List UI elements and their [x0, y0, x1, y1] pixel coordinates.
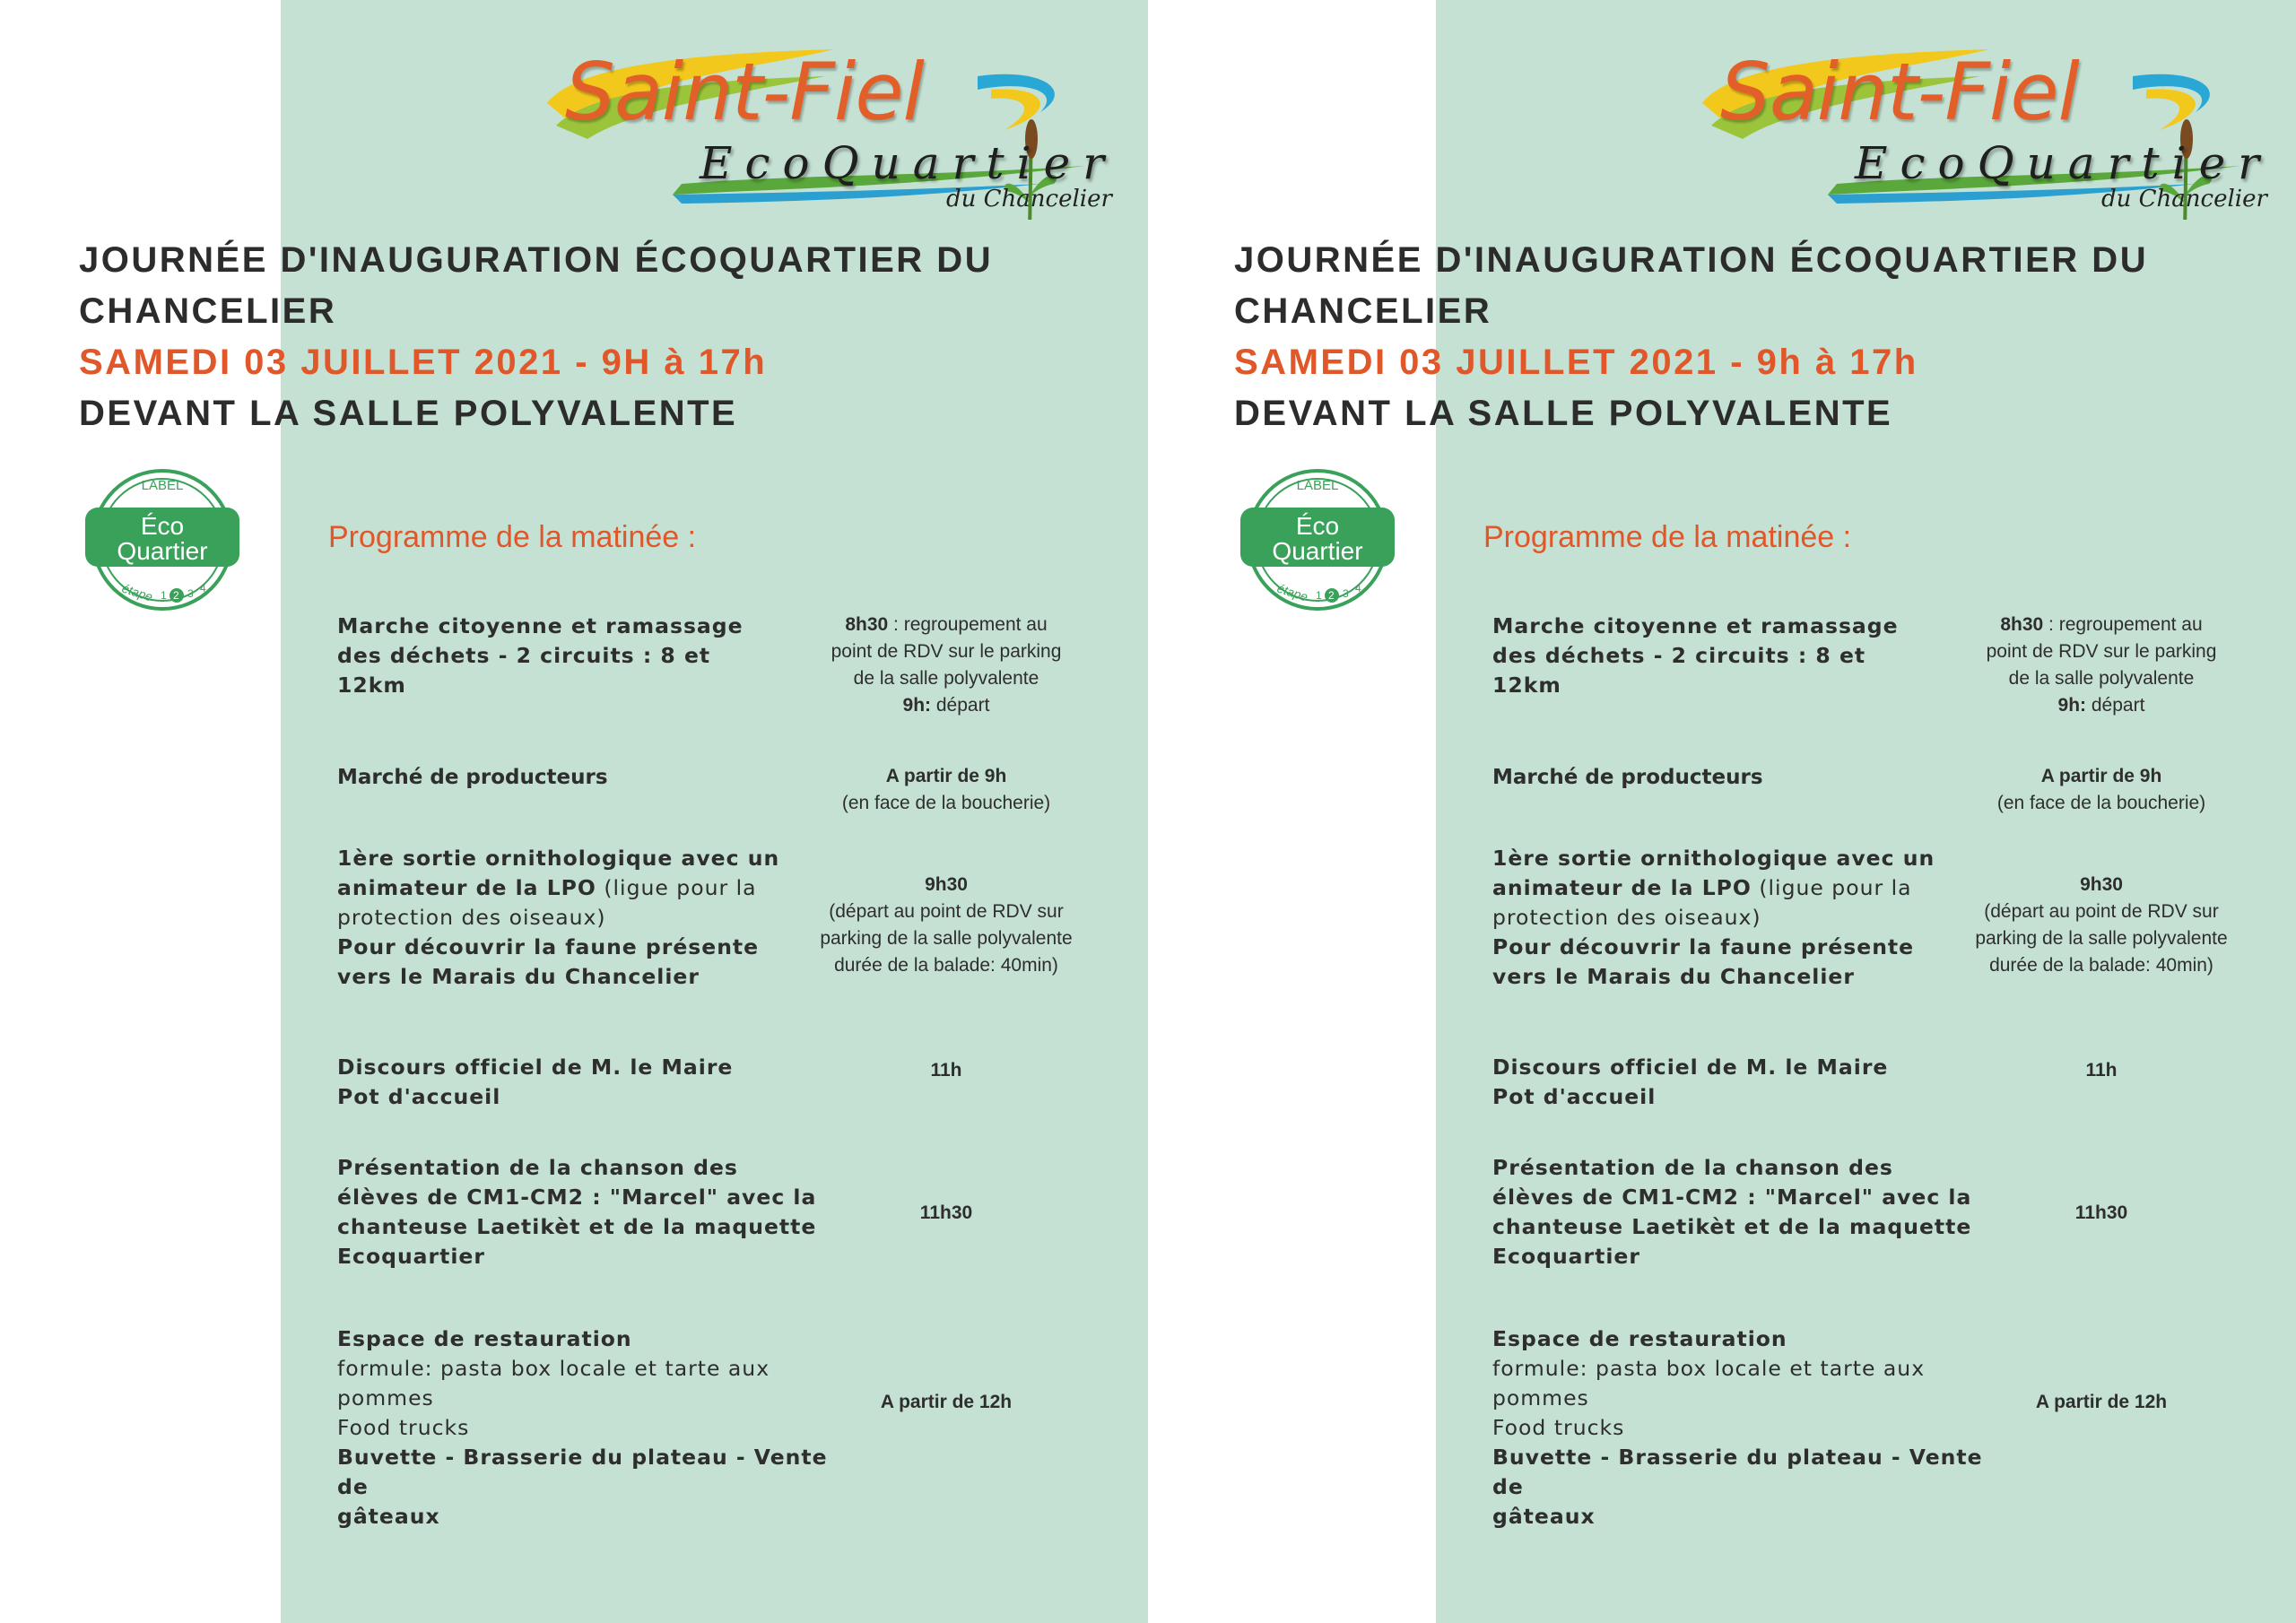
time-song	[1949, 1200, 2254, 1227]
time-bold: 8h30	[845, 614, 889, 635]
activity-line: formule: pasta box locale et tarte aux	[1492, 1356, 1926, 1381]
activity-line: chanteuse Laetikèt et de la maquette	[337, 1214, 817, 1239]
badge-eco-text: Éco	[1295, 512, 1340, 540]
programme-title: Programme de la matinée :	[1483, 520, 1852, 554]
activity-line: Discours officiel de M. le Maire	[337, 1055, 734, 1080]
activity-line: Pour découvrir la faune présente	[337, 934, 760, 959]
time-line: de la salle polyvalente	[2008, 668, 2195, 689]
time-line: de la salle polyvalente	[853, 668, 1039, 689]
time-text: : regroupement au	[888, 614, 1048, 635]
time-line: (en face de la boucherie)	[841, 793, 1051, 813]
logo-brand-text: Saint-Fiel	[565, 46, 924, 138]
flyer-page-right	[1155, 0, 2296, 1623]
activity-ornithology	[337, 844, 839, 992]
activity-line: Food trucks	[1492, 1415, 1625, 1440]
activity-walk	[1492, 612, 1995, 700]
time-bold: 9h30	[925, 874, 968, 895]
time-text: : regroupement au	[2043, 614, 2203, 635]
activity-food	[1492, 1324, 1995, 1532]
time-line: (en face de la boucherie)	[1996, 793, 2206, 813]
activity-song	[1492, 1153, 1995, 1271]
event-date: SAMEDI 03 JUILLET 2021 - 9h à 17h	[1234, 343, 1918, 382]
time-line: parking de la salle polyvalente	[820, 928, 1073, 949]
time-line: point de RDV sur le parking	[831, 641, 1062, 662]
ecoquartier-label-badge	[85, 466, 239, 614]
activity-speech	[1492, 1053, 1995, 1112]
time-song	[794, 1200, 1099, 1227]
activity-line: pommes	[337, 1385, 434, 1410]
activity-line: Buvette - Brasserie du plateau - Vente de	[1492, 1445, 1983, 1499]
activity-line: Marche citoyenne et ramassage	[337, 613, 744, 638]
activity-line: Pot d'accueil	[1492, 1084, 1657, 1109]
activity-line: Food trucks	[337, 1415, 470, 1440]
activity-normal: (ligue pour la	[1751, 875, 1912, 900]
event-title-line-2: CHANCELIER	[79, 291, 337, 331]
activity-food	[337, 1324, 839, 1532]
badge-label-text: LABEL	[141, 478, 184, 493]
activity-line: élèves de CM1-CM2 : "Marcel" avec la	[1492, 1185, 1972, 1210]
time-food	[1949, 1389, 2254, 1416]
activity-market	[1492, 763, 1995, 793]
activity-line: Ecoquartier	[1492, 1244, 1640, 1269]
time-bold: 11h	[930, 1060, 962, 1081]
activity-line: 1ère sortie ornithologique avec un	[1492, 846, 1935, 871]
activity-line: des déchets - 2 circuits : 8 et	[1492, 643, 1866, 668]
activity-bold: animateur de la LPO	[337, 875, 596, 900]
event-title-line-1: JOURNÉE D'INAUGURATION ÉCOQUARTIER DU	[1234, 240, 2149, 280]
logo-ecoquartier-text: EcoQuartier	[1855, 137, 2273, 189]
time-bold: A partir de 12h	[2035, 1392, 2168, 1412]
ecoquartier-label-badge	[1240, 466, 1395, 614]
time-line: (départ au point de RDV sur	[829, 901, 1064, 922]
time-text: départ	[931, 695, 990, 716]
activity-line: 1ère sortie ornithologique avec un	[337, 846, 780, 871]
activity-line: formule: pasta box locale et tarte aux	[337, 1356, 770, 1381]
time-bold: 9h30	[2080, 874, 2123, 895]
activity-bold: animateur de la LPO	[1492, 875, 1752, 900]
badge-step-3: 3	[187, 587, 194, 600]
saint-fiel-logo	[1693, 40, 2276, 220]
activity-line: gâteaux	[1492, 1504, 1596, 1529]
time-speech	[1949, 1057, 2254, 1084]
event-date: SAMEDI 03 JUILLET 2021 - 9H à 17h	[79, 343, 768, 382]
activity-line: vers le Marais du Chancelier	[1492, 964, 1855, 989]
activity-line: Marché de producteurs	[1492, 766, 1763, 789]
time-bold: 11h30	[919, 1202, 973, 1223]
activity-line: Marche citoyenne et ramassage	[1492, 613, 1899, 638]
badge-step-3: 3	[1343, 587, 1349, 600]
event-title-line-2: CHANCELIER	[1234, 291, 1492, 331]
activity-line: gâteaux	[337, 1504, 440, 1529]
activity-line: Pot d'accueil	[337, 1084, 501, 1109]
event-location: DEVANT LA SALLE POLYVALENTE	[79, 394, 738, 433]
activity-line: des déchets - 2 circuits : 8 et	[337, 643, 711, 668]
logo-brand-text: Saint-Fiel	[1720, 46, 2079, 138]
badge-step-4: 4	[200, 582, 206, 595]
time-line: parking de la salle polyvalente	[1975, 928, 2228, 949]
activity-song	[337, 1153, 839, 1271]
activity-line: protection des oiseaux)	[337, 905, 606, 930]
event-header	[1234, 235, 2239, 439]
badge-eco-text: Éco	[140, 512, 185, 540]
time-speech	[794, 1057, 1099, 1084]
activity-line: pommes	[1492, 1385, 1589, 1410]
activity-line: Présentation de la chanson des	[1492, 1155, 1893, 1180]
activity-speech	[337, 1053, 839, 1112]
time-walk	[794, 612, 1099, 719]
activity-line: Buvette - Brasserie du plateau - Vente de	[337, 1445, 828, 1499]
time-bold: 11h	[2085, 1060, 2118, 1081]
programme-title: Programme de la matinée :	[328, 520, 697, 554]
activity-line: 12km	[337, 673, 406, 698]
time-ornithology	[794, 872, 1099, 979]
badge-step-1: 1	[1316, 589, 1322, 602]
logo-ecoquartier-text: EcoQuartier	[700, 137, 1118, 189]
time-ornithology	[1949, 872, 2254, 979]
activity-line: Espace de restauration	[337, 1326, 632, 1351]
activity-line: Ecoquartier	[337, 1244, 485, 1269]
badge-quartier-text: Quartier	[1272, 537, 1363, 565]
activity-line: Pour découvrir la faune présente	[1492, 934, 1915, 959]
time-text: départ	[2086, 695, 2145, 716]
badge-step-1: 1	[161, 589, 167, 602]
time-bold: A partir de 12h	[880, 1392, 1013, 1412]
activity-line: chanteuse Laetikèt et de la maquette	[1492, 1214, 1972, 1239]
time-bold: 11h30	[2074, 1202, 2128, 1223]
time-line: point de RDV sur le parking	[1986, 641, 2217, 662]
activity-line: vers le Marais du Chancelier	[337, 964, 700, 989]
badge-etape-text: étape	[120, 580, 155, 604]
time-market	[1949, 763, 2254, 817]
event-title-line-1: JOURNÉE D'INAUGURATION ÉCOQUARTIER DU	[79, 240, 994, 280]
logo-subtitle-text: du Chancelier	[946, 186, 1112, 213]
badge-step-2: 2	[173, 589, 179, 602]
activity-line: élèves de CM1-CM2 : "Marcel" avec la	[337, 1185, 817, 1210]
event-header	[79, 235, 1083, 439]
time-line: durée de la balade: 40min)	[834, 955, 1058, 976]
saint-fiel-logo	[538, 40, 1121, 220]
time-line: (départ au point de RDV sur	[1984, 901, 2219, 922]
activity-line: Discours officiel de M. le Maire	[1492, 1055, 1889, 1080]
activity-line: Espace de restauration	[1492, 1326, 1787, 1351]
activity-market	[337, 763, 839, 793]
event-location: DEVANT LA SALLE POLYVALENTE	[1234, 394, 1893, 433]
activity-ornithology	[1492, 844, 1995, 992]
time-bold: 9h:	[2057, 695, 2087, 716]
badge-step-4: 4	[1355, 582, 1361, 595]
badge-quartier-text: Quartier	[117, 537, 208, 565]
badge-label-text: LABEL	[1296, 478, 1339, 493]
time-bold: 8h30	[2000, 614, 2044, 635]
time-walk	[1949, 612, 2254, 719]
time-line: durée de la balade: 40min)	[1989, 955, 2213, 976]
badge-step-2: 2	[1328, 589, 1335, 602]
activity-line: protection des oiseaux)	[1492, 905, 1761, 930]
activity-normal: (ligue pour la	[596, 875, 757, 900]
time-market	[794, 763, 1099, 817]
time-bold: A partir de 9h	[885, 766, 1007, 786]
activity-walk	[337, 612, 839, 700]
activity-line: 12km	[1492, 673, 1561, 698]
time-bold: 9h:	[902, 695, 932, 716]
time-food	[794, 1389, 1099, 1416]
time-bold: A partir de 9h	[2040, 766, 2162, 786]
logo-subtitle-text: du Chancelier	[2101, 186, 2267, 213]
activity-line: Marché de producteurs	[337, 766, 608, 789]
badge-etape-text: étape	[1275, 580, 1310, 604]
activity-line: Présentation de la chanson des	[337, 1155, 738, 1180]
